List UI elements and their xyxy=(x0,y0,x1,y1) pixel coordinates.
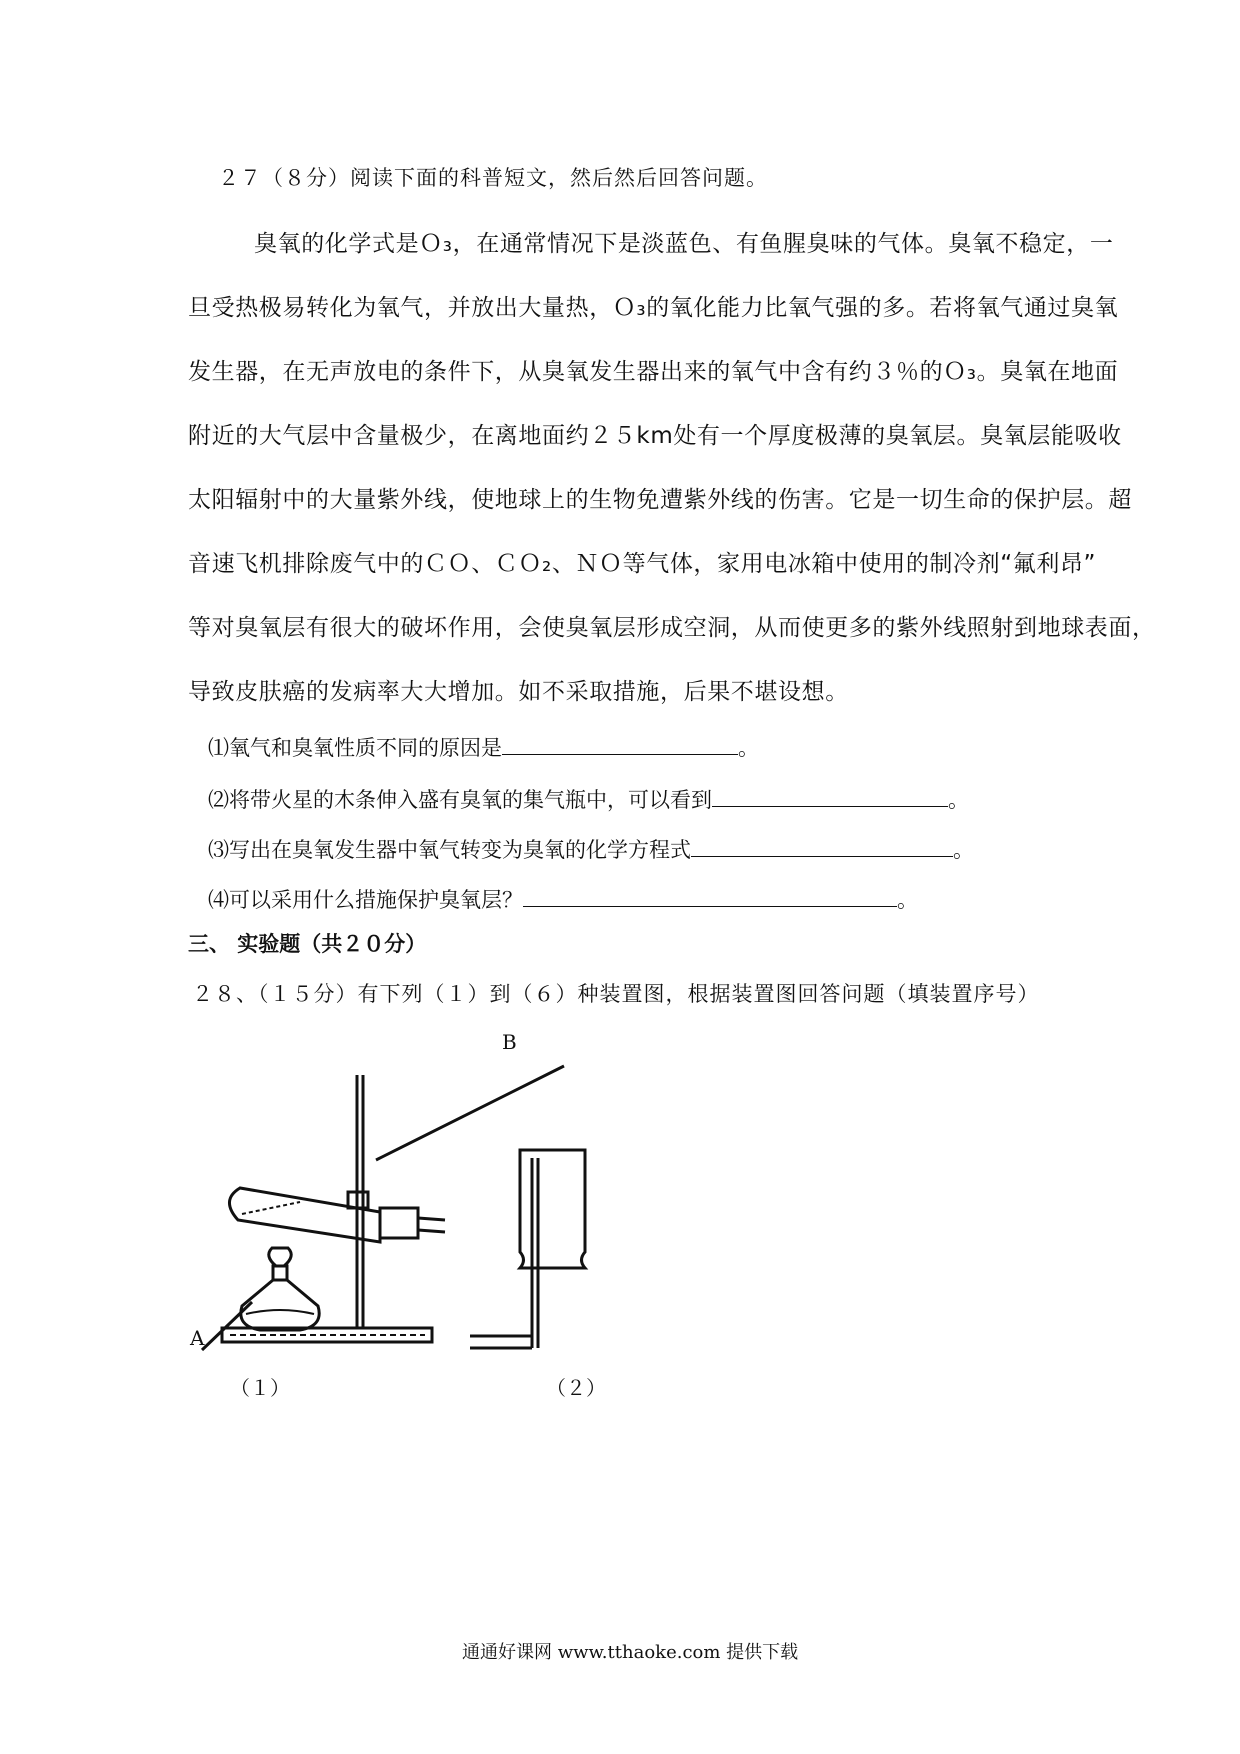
gas-collecting-bottle xyxy=(520,1150,585,1268)
lamp-wick-holder xyxy=(273,1266,287,1280)
sub-question-3: ⑶写出在臭氧发生器中氧气转变为臭氧的化学方程式 。 xyxy=(208,838,974,862)
answer-blank[interactable] xyxy=(691,836,953,857)
pointer-line-b xyxy=(376,1066,564,1160)
footer-source: 通通好课网 www.tthaoke.com 提供下载 xyxy=(462,1642,799,1663)
alcohol-lamp xyxy=(241,1280,319,1330)
question-27-heading: ２７（８分）阅读下面的科普短文，然后然后回答问题。 xyxy=(218,166,768,190)
section-3-heading: 三、 实验题（共２０分） xyxy=(188,932,427,956)
passage-line: 附近的大气层中含量极少，在离地面约２５km处有一个厚度极薄的臭氧层。臭氧层能吸收 xyxy=(188,423,1122,449)
lamp-flame xyxy=(269,1248,291,1266)
passage-line: 旦受热极易转化为氧气，并放出大量热，Ｏ₃的氧化能力比氧气强的多。若将氧气通过臭氧 xyxy=(188,295,1119,321)
stopper xyxy=(380,1208,418,1238)
passage-line: 臭氧的化学式是Ｏ₃，在通常情况下是淡蓝色、有鱼腥臭味的气体。臭氧不稳定，一 xyxy=(254,231,1114,257)
apparatus-figure xyxy=(180,1030,700,1360)
question-28-heading: ２８、（１５分）有下列（１）到（６）种装置图，根据装置图回答问题（填装置序号） xyxy=(192,982,1040,1006)
sub-question-1: ⑴氧气和臭氧性质不同的原因是 。 xyxy=(208,736,759,760)
answer-blank[interactable] xyxy=(523,886,897,907)
passage-line: 等对臭氧层有很大的破坏作用，会使臭氧层形成空洞，从而使更多的紫外线照射到地球表面， xyxy=(188,615,1156,641)
sub-question-2: ⑵将带火星的木条伸入盛有臭氧的集气瓶中，可以看到 。 xyxy=(208,788,969,812)
label-b: B xyxy=(502,1030,517,1054)
passage-line: 导致皮肤癌的发病率大大增加。如不采取措施，后果不堪设想。 xyxy=(188,679,849,705)
answer-blank[interactable] xyxy=(712,786,948,807)
passage-line: 音速飞机排除废气中的ＣＯ、ＣＯ₂、ＮＯ等气体，家用电冰箱中使用的制冷剂“氟利昂” xyxy=(188,551,1097,577)
sub-question-4: ⑷可以采用什么措施保护臭氧层？ 。 xyxy=(208,888,918,912)
ozone-passage xyxy=(188,212,1156,724)
label-a: A xyxy=(190,1326,205,1350)
answer-blank[interactable] xyxy=(502,734,738,755)
passage-line: 发生器，在无声放电的条件下，从臭氧发生器出来的氧气中含有约３％的Ｏ₃。臭氧在地面 xyxy=(188,359,1119,385)
caption-2: （２） xyxy=(546,1376,606,1400)
passage-line: 太阳辐射中的大量紫外线，使地球上的生物免遭紫外线的伤害。它是一切生命的保护层。超 xyxy=(188,487,1132,513)
caption-1: （１） xyxy=(230,1376,290,1400)
